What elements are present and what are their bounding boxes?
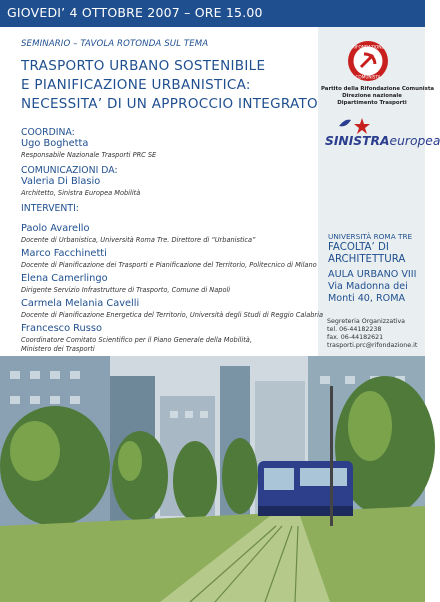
speaker-role: Docente di Urbanistica, Università Roma Tre. Direttore di “Urbanistica” <box>21 236 256 244</box>
venue-address-line-1: Via Madonna dei <box>328 281 408 292</box>
secretariat-email: trasporti.prc@rifondazione.it <box>327 342 418 349</box>
speaker-role: Docente di Pianificazione dei Trasporti e Pianificazione del Territorio, Politecnico di Milano <box>21 261 317 269</box>
comunicazioni-label: COMUNICAZIONI DA: <box>21 165 118 176</box>
title-line-1: TRASPORTO URBANO SOSTENIBILE <box>21 58 266 74</box>
rifondazione-logo-icon <box>347 40 389 82</box>
speaker-name: Francesco Russo <box>21 323 102 334</box>
europea-light: europea <box>389 134 440 148</box>
coordina-label: COORDINA: <box>21 127 75 138</box>
interventi-label: INTERVENTI: <box>21 203 79 214</box>
rc-logo-top-text: RIFONDAZIONE <box>351 44 385 50</box>
tram-city-illustration <box>0 356 425 602</box>
speaker-role: Ministero dei Trasporti <box>21 345 95 353</box>
prc-line-3: Dipartimento Trasporti <box>337 100 407 106</box>
comunicazioni-name: Valeria Di Blasio <box>21 176 101 187</box>
rc-logo-bottom-text: COMUNISTA <box>355 74 381 80</box>
event-date-time: GIOVEDI’ 4 OTTOBRE 2007 – ORE 15.00 <box>7 5 263 20</box>
venue-address-line-2: Monti 40, ROMA <box>328 293 406 304</box>
coordina-role: Responsabile Nazionale Trasporti PRC SE <box>21 151 157 159</box>
title-line-3: NECESSITA’ DI UN APPROCCIO INTEGRATO <box>21 96 318 112</box>
prc-line-1: Partito della Rifondazione Comunista <box>321 86 435 92</box>
speaker-name: Elena Camerlingo <box>21 273 108 284</box>
title-line-2: E PIANIFICAZIONE URBANISTICA: <box>21 77 251 93</box>
secretariat-tel: tel. 06-44182238 <box>327 326 382 333</box>
coordina-name: Ugo Boghetta <box>21 138 89 149</box>
venue-faculty-line-2: ARCHITETTURA <box>328 254 406 265</box>
venue-faculty-line-1: FACOLTA’ DI <box>328 242 389 253</box>
venue-university: UNIVERSITÀ ROMA TRE <box>328 232 413 241</box>
date-header-bar <box>0 0 425 27</box>
venue-room: AULA URBANO VIII <box>328 269 417 280</box>
sinistra-europea-logo-text <box>325 134 440 148</box>
prc-line-2: Direzione nazionale <box>342 93 402 99</box>
speaker-role: Dirigente Servizio Infrastrutture di Trasporto, Comune di Napoli <box>21 286 231 294</box>
speaker-name: Carmela Melania Cavelli <box>21 298 140 309</box>
speaker-name: Marco Facchinetti <box>21 248 107 259</box>
speaker-role: Coordinatore Comitato Scientifico per il Piano Generale della Mobilità, <box>21 336 252 344</box>
secretariat-fax: fax. 06-44182621 <box>327 334 384 341</box>
sinistra-bold: SINISTRA <box>325 134 390 148</box>
speaker-role: Docente di Pianificazione Energetica del Territorio, Università degli Studi di Reggio Calabria <box>21 311 324 319</box>
event-type: SEMINARIO – TAVOLA ROTONDA SUL TEMA <box>21 39 209 49</box>
secretariat-label: Segreteria Organizzativa <box>327 318 406 325</box>
comunicazioni-role: Architetto, Sinistra Europea Mobilità <box>21 189 141 197</box>
speaker-name: Paolo Avarello <box>21 223 90 234</box>
